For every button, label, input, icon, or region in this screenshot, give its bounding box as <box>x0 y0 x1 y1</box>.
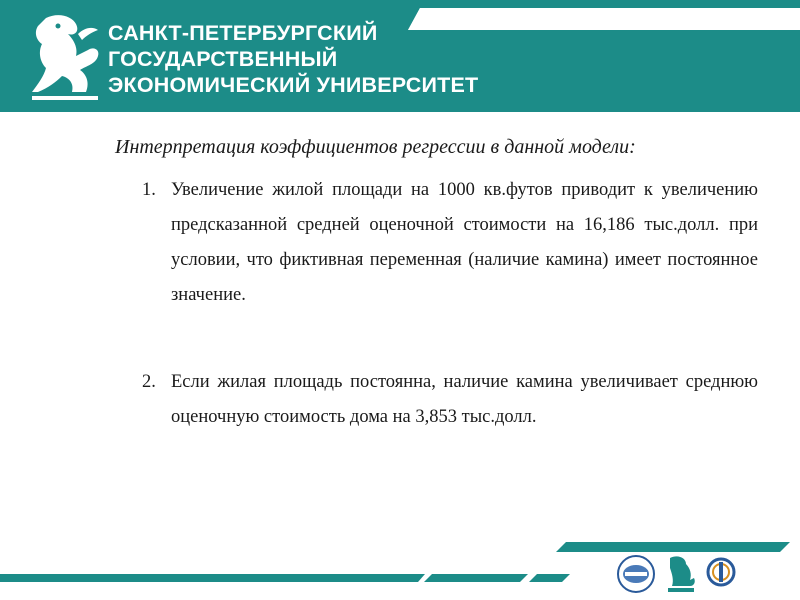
list-item-number: 1. <box>142 180 156 200</box>
list-item <box>142 173 758 313</box>
title-line-1: САНКТ-ПЕТЕРБУРГСКИЙ <box>108 21 378 45</box>
title-line-2: ГОСУДАРСТВЕННЫЙ <box>108 47 338 71</box>
finec-seal-icon <box>616 554 656 594</box>
list-item-text: Если жилая площадь постоянна, наличие камина увеличивает среднюю оценочную стоимость дома на 3,853 тыс.долл. <box>171 372 758 427</box>
list-item-text: Увеличение жилой площади на 1000 кв.футов приводит к увеличению предсказанной средней оценочной стоимости на 16,186 тыс.долл. при условии, что фиктивная переменная (наличие камина) имеет постоянное значение. <box>171 180 758 305</box>
title-line-3: ЭКОНОМИЧЕСКИЙ УНИВЕРСИТЕТ <box>108 73 479 97</box>
university-title <box>108 20 478 98</box>
list-item-number: 2. <box>142 372 156 392</box>
griffin-emblem-icon <box>664 554 698 594</box>
list-item <box>142 365 758 435</box>
slide-heading: Интерпретация коэффициентов регрессии в данной модели: <box>115 136 636 158</box>
ring-emblem-icon <box>706 554 736 594</box>
griffin-logo-icon <box>28 10 108 102</box>
